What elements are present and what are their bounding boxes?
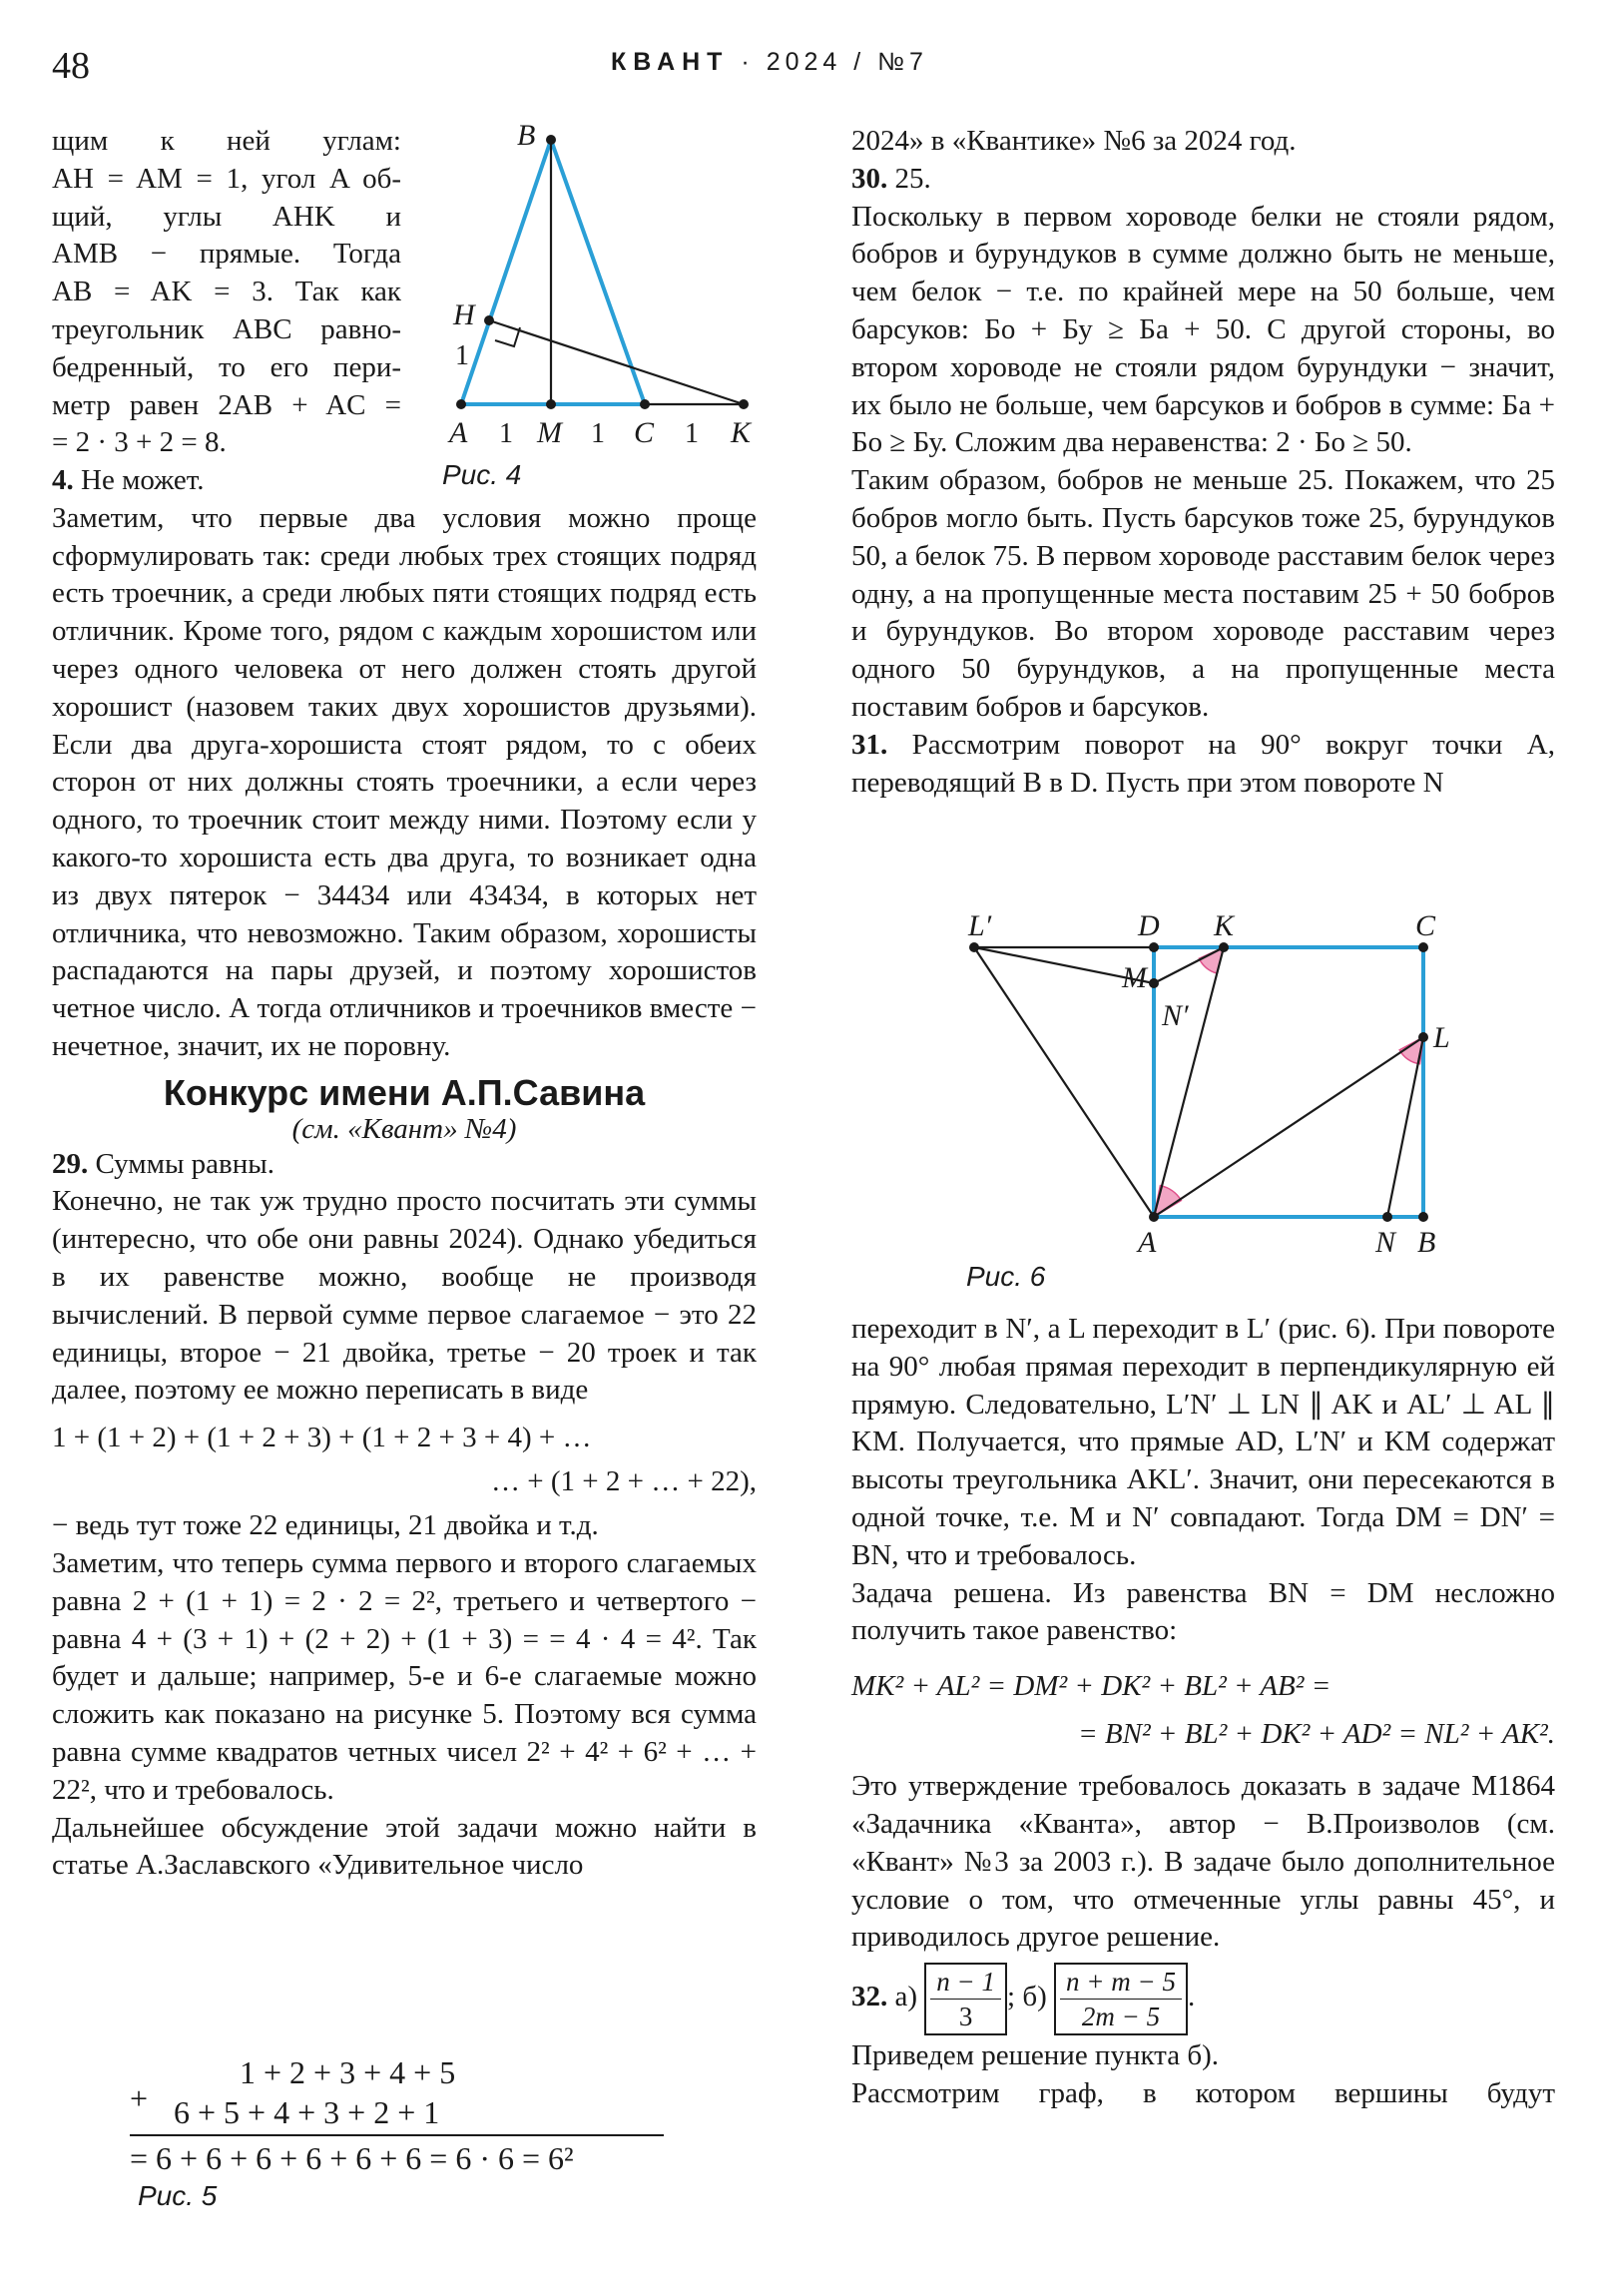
fig5-row-1: 1 + 2 + 3 + 4 + 5 bbox=[240, 2054, 456, 2090]
text-line: треугольник ABC равно- bbox=[52, 312, 401, 345]
fig6-points bbox=[969, 942, 1428, 1222]
problem-32-text-2: Рассмотрим граф, в котором вершины будут bbox=[851, 2076, 1555, 2109]
problem-32-answer bbox=[851, 1963, 1555, 2035]
answer-b-label: б) bbox=[1022, 1981, 1047, 2013]
fig4-points bbox=[456, 135, 749, 409]
left-column-body bbox=[52, 462, 757, 1885]
fig6-label-m: M bbox=[1122, 961, 1147, 994]
problem-29-number: 29. bbox=[52, 1147, 89, 1180]
fraction-b bbox=[1060, 1965, 1182, 2033]
answer-end: . bbox=[1187, 1981, 1196, 2013]
contest-heading bbox=[52, 1071, 757, 1146]
fig4-point-c bbox=[640, 399, 650, 409]
fig6-label-a: A bbox=[1138, 1226, 1157, 1259]
fig6-point-d bbox=[1149, 942, 1159, 952]
text-line: бедренный, то его пери- bbox=[52, 350, 401, 383]
fraction-b-denominator: 2m − 5 bbox=[1081, 2002, 1161, 2032]
text-line: AMB − прямые. Тогда bbox=[52, 238, 401, 271]
fig4-length-am: 1 bbox=[499, 418, 513, 449]
fraction-a-numerator: n − 1 bbox=[930, 1965, 1001, 2000]
fig6-square bbox=[1154, 947, 1423, 1217]
fig4-point-k bbox=[739, 399, 749, 409]
fig6-point-n bbox=[1382, 1212, 1392, 1222]
issue-number: 2024 / №7 bbox=[766, 48, 928, 76]
problem-31-number: 31. bbox=[851, 728, 888, 761]
fig4-caption: Рис. 4 bbox=[442, 459, 522, 490]
problem-31-intro bbox=[851, 727, 1555, 803]
fig6-angle-marks bbox=[1154, 947, 1423, 1217]
fig4-lines bbox=[461, 140, 744, 404]
fig4-point-h bbox=[484, 315, 494, 325]
contest-title: Конкурс имени А.П.Савина bbox=[163, 1071, 646, 1113]
fig6-lines bbox=[974, 947, 1423, 1217]
fig4-point-m bbox=[546, 399, 556, 409]
text-line: метр равен 2AB + AC = bbox=[52, 388, 401, 421]
floor-bracket-a bbox=[924, 1963, 1007, 2035]
fig6-point-k bbox=[1219, 942, 1229, 952]
fig6-point-lp bbox=[969, 942, 979, 952]
fig6-label-c: C bbox=[1415, 909, 1436, 942]
fig6-line-n-l bbox=[1387, 1037, 1423, 1217]
fraction-b-numerator: n + m − 5 bbox=[1060, 1965, 1182, 2000]
journal-name: КВАНТ bbox=[611, 48, 730, 76]
fig6-point-c bbox=[1418, 942, 1428, 952]
running-header bbox=[611, 48, 928, 77]
fig6-point-m bbox=[1149, 978, 1159, 988]
text-line: = 2 · 3 + 2 = 8. bbox=[52, 426, 227, 459]
figure-6 bbox=[958, 903, 1477, 1303]
fig5-row-2: 6 + 5 + 4 + 3 + 2 + 1 bbox=[174, 2094, 440, 2130]
fig4-label-h: H bbox=[453, 298, 475, 331]
fig4-segment-hk bbox=[489, 320, 744, 404]
problem-4-solution: Заметим, что первые два условия можно проще сформулировать так: среди любых трех стоящих подряд есть троечник, а среди любых пяти стоящих подряд есть отличник. Кроме того, рядом с каждым хорошистом или через одного человека от него должен стоять другой хорошист (назовем таких двух хорошистов друзьями). Если два друга-хорошиста стоят рядом, то с обеих сторон от них должны стоять троечники, а если через одного, то троечник стоит между ними. Поэтому если у какого-то хорошиста есть два друга, то возникает одна из двух пятерок − 34434 или 43434, в которых нет отличника, что невозможно. Таким образом, хорошисты распадаются на пары друзей, и поэтому хорошистов четное число. А тогда отличников и троечников вместе − нечетное, значит, их не поровну. bbox=[52, 501, 757, 1062]
fig4-point-b bbox=[546, 135, 556, 145]
formula-line-3: MK² + AL² = DM² + DK² + BL² + AB² = bbox=[851, 1670, 1331, 1703]
fig6-label-l: L bbox=[1433, 1021, 1450, 1054]
fig6-label-n: N bbox=[1375, 1226, 1396, 1259]
formula-squares bbox=[851, 1662, 1555, 1758]
right-column-bottom bbox=[851, 1311, 1555, 2113]
figure-5 bbox=[130, 2052, 689, 2212]
fig6-label-np: N′ bbox=[1162, 999, 1189, 1032]
problem-4-answer-text: Не может. bbox=[81, 464, 205, 496]
fig4-label-k: K bbox=[731, 416, 752, 449]
fig5-rule bbox=[130, 2134, 664, 2136]
fig4-label-b: B bbox=[517, 119, 536, 152]
fig5-caption: Рис. 5 bbox=[138, 2180, 218, 2211]
fig5-plus-sign: + bbox=[130, 2080, 149, 2116]
problem-29-text-4: Дальнейшее обсуждение этой задачи можно найти в статье А.Заславского «Удивительное число bbox=[52, 1811, 757, 1882]
fig4-label-a: A bbox=[449, 416, 468, 449]
problem-32-text-1: Приведем решение пункта б). bbox=[851, 2039, 1219, 2072]
problem-29-text-2: − ведь тут тоже 22 единицы, 21 двойка и т.д. bbox=[52, 1509, 599, 1542]
right-column-top bbox=[851, 123, 1555, 802]
page-number: 48 bbox=[52, 45, 90, 87]
fig6-square-sides bbox=[1154, 947, 1423, 1217]
fig4-point-a bbox=[456, 399, 466, 409]
formula-line-4: = BN² + BL² + DK² + AD² = NL² + AK². bbox=[1078, 1718, 1555, 1751]
fig6-point-a bbox=[1149, 1212, 1159, 1222]
fig5-row-3: = 6 + 6 + 6 + 6 + 6 + 6 = 6 · 6 = 6² bbox=[130, 2140, 574, 2176]
formula-sum-rewritten bbox=[52, 1416, 757, 1503]
problem-31-text-3: Задача решена. Из равенства BN = DM несложно получить такое равенство: bbox=[851, 1576, 1555, 1647]
problem-31-text-4: Это утверждение требовалось доказать в задаче М1864 «Задачника «Кванта», автор − В.Произволов (см. «Квант» №3 за 2003 г.). В задаче было дополнительное условие о том, что отмеченные углы равны 45°, и приводилось другое решение. bbox=[851, 1770, 1555, 1954]
problem-30-number: 30. bbox=[851, 162, 888, 195]
fig6-caption: Рис. 6 bbox=[966, 1261, 1046, 1292]
fraction-a-denominator: 3 bbox=[958, 2002, 973, 2032]
fig6-point-l bbox=[1418, 1032, 1428, 1042]
answer-separator: ; bbox=[1007, 1981, 1016, 2013]
problem-30-text-1: Поскольку в первом хороводе белки не стояли рядом, бобров и бурундуков в сумме должно быть не меньше, чем белок − т.е. по крайней мере на 50 больше, чем барсуков: Бо + Бу ≥ Ба + 50. С другой стороны, во втором хороводе не стояли рядом бурундуки − значит, их было не больше, чем барсуков и бобров в сумме: Ба + Бо ≥ Бу. Сложим два неравенства: 2 · Бо ≥ 50. bbox=[851, 200, 1555, 459]
problem-29-answer bbox=[52, 1146, 757, 1184]
fig4-label-m: M bbox=[537, 416, 562, 449]
fig6-label-lp: L′ bbox=[968, 909, 992, 942]
problem-30-answer bbox=[851, 161, 1555, 199]
problem-4-answer bbox=[52, 462, 757, 500]
answer-a-label: а) bbox=[894, 1981, 918, 2013]
fig6-point-b bbox=[1418, 1212, 1428, 1222]
fig4-length-mc: 1 bbox=[591, 418, 605, 449]
fig4-label-c: C bbox=[634, 416, 655, 449]
problem-32-number: 32. bbox=[851, 1981, 888, 2013]
formula-line-1: 1 + (1 + 2) + (1 + 2 + 3) + (1 + 2 + 3 + 4) + … bbox=[52, 1422, 592, 1454]
fig6-label-d: D bbox=[1138, 909, 1160, 942]
header-separator: · bbox=[741, 48, 755, 76]
fig6-label-k: K bbox=[1214, 909, 1235, 942]
fig6-label-b: B bbox=[1417, 1226, 1436, 1259]
problem-29-answer-text: Суммы равны. bbox=[95, 1147, 274, 1180]
fig4-side-ab bbox=[461, 140, 551, 404]
problem-29-text-1: Конечно, не так уж трудно просто посчитать эти суммы (интересно, что обе они равны 2024). Однако убедиться в их равенстве можно, вообще не производя вычислений. В первой сумме первое слагаемое − это 22 единицы, второе − 21 двойка, третье − 20 троек и так далее, поэтому ее можно переписать в виде bbox=[52, 1185, 757, 1407]
formula-line-2: … + (1 + 2 + … + 22), bbox=[491, 1465, 757, 1498]
fig4-side-bc bbox=[551, 140, 645, 404]
fig4-length-ah: 1 bbox=[455, 340, 469, 371]
problem-4-number: 4. bbox=[52, 464, 74, 496]
floor-bracket-b bbox=[1054, 1963, 1188, 2035]
left-intro-lines bbox=[52, 123, 401, 462]
problem-29-text-3: Заметим, что теперь сумма первого и второго слагаемых равна 2 + (1 + 1) = 2 · 2 = 2², третьего и четвертого − равна 4 + (3 + 1) + (2 + 2) + (1 + 3) = = 4 · 4 = 4². Так будет и дальше; например, 5-е и 6-е слагаемые можно сложить как показано на рисунке 5. Поэтому вся сумма равна сумме квадратов четных чисел 2² + 4² + 6² + … + 22², что и требовалось. bbox=[52, 1546, 757, 1806]
problem-31-text-1: Рассмотрим поворот на 90° вокруг точки A, переводящий B в D. Пусть при этом повороте N bbox=[851, 728, 1555, 799]
fraction-a bbox=[930, 1965, 1001, 2033]
problem-30-text-2: Таким образом, бобров не меньше 25. Покажем, что 25 бобров могло быть. Пусть барсуков тоже 25, бурундуков 50, а белок 75. В первом хороводе расставим белок через одну, а на пропущенные места поставим 25 + 50 бобров и бурундуков. Во втором хороводе расставим через одного 50 бурундуков, а на пропущенные места поставим бобров и барсуков. bbox=[851, 464, 1555, 723]
fig4-length-ck: 1 bbox=[685, 418, 699, 449]
figure-4 bbox=[439, 115, 769, 504]
text-line: AB = AK = 3. Так как bbox=[52, 276, 401, 308]
problem-30-answer-text: 25. bbox=[894, 162, 931, 195]
text-line: щий, углы AHK и bbox=[52, 200, 401, 233]
continued-text: 2024» в «Квантике» №6 за 2024 год. bbox=[851, 125, 1297, 157]
text-line: щим к ней углам: bbox=[52, 125, 401, 157]
problem-31-text-2: переходит в N′, а L переходит в L′ (рис. 6). При повороте на 90° любая прямая переходит в перпендикулярную ей прямую. Следовательно, L′N′ ⊥ LN ∥ AK и AL′ ⊥ AL ∥ KM. Получается, что прямые AD, L′N′ и KM содержат высоты треугольника AKL′. Значит, они пересекаются в одной точке, т.е. M и N′ совпадают. Тогда DM = DN′ = BN, что и требовалось. bbox=[851, 1313, 1555, 1571]
text-line: AH = AM = 1, угол A об- bbox=[52, 162, 401, 195]
contest-reference: (см. «Квант» №4) bbox=[291, 1112, 517, 1145]
